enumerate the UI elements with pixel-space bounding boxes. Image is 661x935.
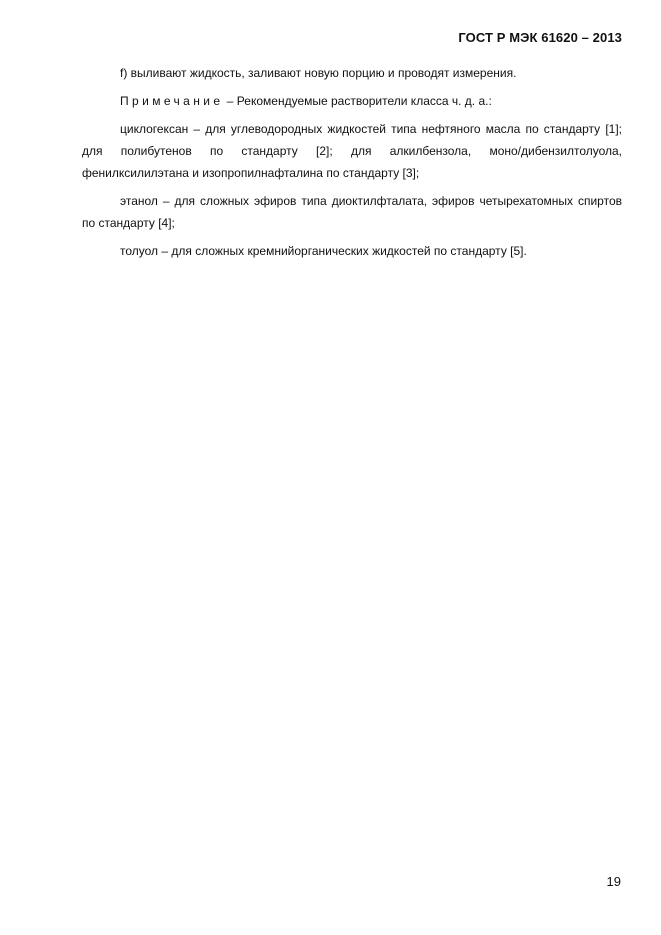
paragraph-ethanol: этанол – для сложных эфиров типа диоктилфталата, эфиров четырехатомных спиртов по стандарту [4];: [82, 194, 622, 230]
note-paragraph: [82, 90, 622, 112]
document-header: ГОСТ Р МЭК 61620 – 2013: [458, 30, 622, 45]
note-label: Примечание: [120, 94, 224, 108]
paragraph-cyclohexane: циклогексан – для углеводородных жидкостей типа нефтяного масла по стандарту [1]; для полибутенов по стандарту [2]; для алкилбензола, моно/дибензилтолуола, фенилксилилэтана и изопропилнафталина по стандарту [3];: [82, 122, 622, 180]
paragraph-item-f: f) выливают жидкость, заливают новую порцию и проводят измерения.: [120, 66, 517, 80]
note-text: – Рекомендуемые растворители класса ч. д. а.:: [223, 94, 492, 108]
paragraph-toluene: толуол – для сложных кремнийорганических жидкостей по стандарту [5].: [120, 244, 527, 258]
document-body: [82, 62, 622, 268]
page-number: 19: [606, 874, 621, 889]
